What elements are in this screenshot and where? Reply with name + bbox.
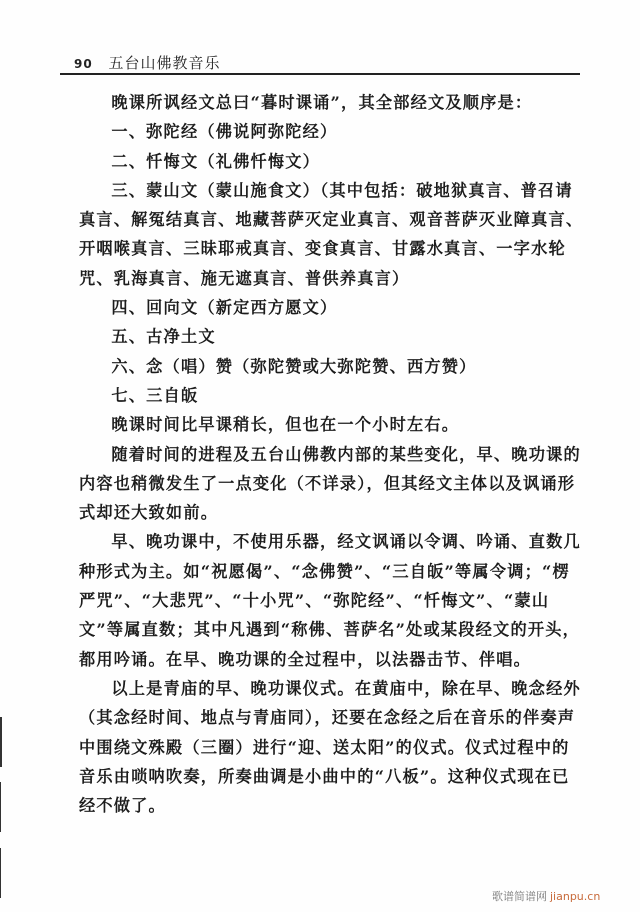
paragraph-duration: 晚课时间比早课稍长，但也在一个小时左右。 <box>111 415 460 435</box>
page-number: 90 <box>74 57 93 71</box>
list-item-4: 四、回向文（新定西方愿文） <box>111 298 338 318</box>
list-item-6: 六、念（唱）赞（弥陀赞或大弥陀赞、西方赞） <box>111 356 477 376</box>
scan-margin-mark <box>0 848 1 898</box>
book-title: 五台山佛教音乐 <box>108 54 221 72</box>
paragraph-chanting-forms: 早、晚功课中，不使用乐器，经文讽诵以令调、吟诵、直数几种形式为主。如“祝愿偈”、“念佛赞”、“三自皈”等属令调；“楞严咒”、“大悲咒”、“十小咒”、“弥陀经”、“忏悔文”、“蒙山文”等属直数；其中凡遇到“称佛、菩萨名”处或某段经文的开头，都用吟诵。在早、晚功课的全过程中，以法器击节、伴唱。 <box>79 532 581 669</box>
list-item-1: 一、弥陀经（佛说阿弥陀经） <box>111 122 338 142</box>
paragraph-yellow-temple: 以上是青庙的早、晚功课仪式。在黄庙中，除在早、晚念经外（其念经时间、地点与青庙同），还要在念经之后在音乐的伴奏声中围绕文殊殿（三圈）进行“迎、送太阳”的仪式。仪式过程中的音乐由唢呐吹奏，所奏曲调是小曲中的“八板”。这种仪式现在已经不做了。 <box>79 678 581 816</box>
watermark-label: 歌谱简谱网 <box>492 890 547 903</box>
watermark-site: jianpu.cn <box>550 890 601 903</box>
paragraph-changes: 随着时间的进程及五台山佛教内部的某些变化，早、晚功课的内容也稍微发生了一点变化（不详录），但其经文主体以及讽诵形式却还大致如前。 <box>79 444 581 523</box>
list-item-7: 七、三自皈 <box>111 385 199 405</box>
header-rule <box>60 73 580 75</box>
paragraph-intro: 晚课所讽经文总曰“暮时课诵”，其全部经文及顺序是： <box>111 93 533 112</box>
body-text <box>79 88 584 820</box>
scan-margin-mark <box>0 717 2 767</box>
running-head <box>74 52 221 73</box>
list-item-3: 三、蒙山文（蒙山施食文）（其中包括：破地狱真言、普召请真言、解冤结真言、地藏菩萨灭定业真言、观音菩萨灭业障真言、开咽喉真言、三昧耶戒真言、变食真言、甘露水真言、一字水轮咒、乳海真言、施无遮真言、普供养真言） <box>79 180 584 288</box>
watermark <box>492 888 600 904</box>
list-item-2: 二、忏悔文（礼佛忏悔文） <box>111 151 321 171</box>
scan-margin-mark <box>0 782 1 832</box>
list-item-5: 五、古净土文 <box>111 327 216 347</box>
